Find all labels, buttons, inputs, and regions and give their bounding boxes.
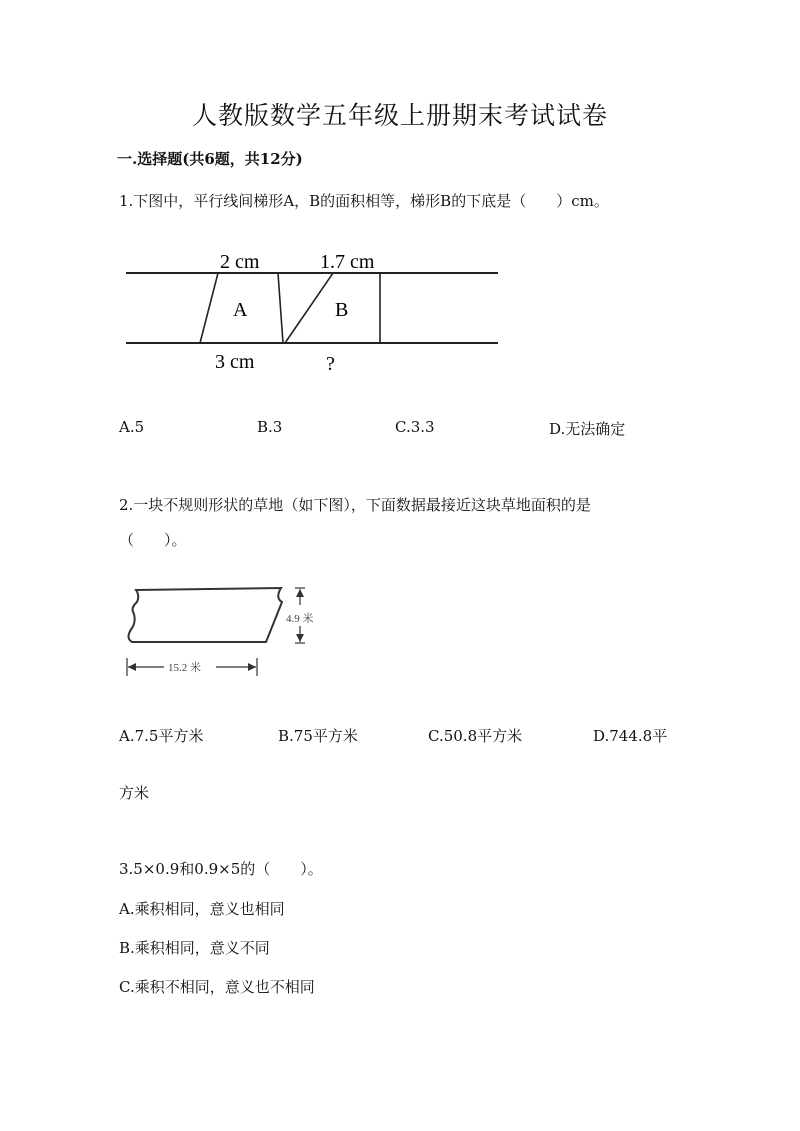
question-2-text-line2: （ ）。 bbox=[119, 531, 187, 549]
width-arrow-right bbox=[248, 663, 256, 671]
section-heading: 一.选择题(共6题，共12分) bbox=[117, 150, 303, 168]
q2-option-d-wrap: 方米 bbox=[119, 784, 150, 802]
q1-option-a[interactable]: A.5 bbox=[119, 418, 145, 436]
q1-option-d[interactable]: D.无法确定 bbox=[549, 420, 626, 438]
label-top-a: 2 cm bbox=[220, 251, 260, 273]
page-title: 人教版数学五年级上册期末考试试卷 bbox=[191, 101, 608, 130]
trapezoid-figure bbox=[120, 245, 505, 380]
width-arrow-left bbox=[128, 663, 136, 671]
q2-option-a[interactable]: A.7.5平方米 bbox=[119, 727, 204, 745]
width-label: 15.2 米 bbox=[168, 662, 201, 674]
label-a: A bbox=[233, 299, 248, 321]
height-arrow-down bbox=[296, 634, 304, 642]
label-bottom-a: 3 cm bbox=[215, 351, 255, 373]
question-1-text: 1.下图中，平行线间梯形A，B的面积相等，梯形B的下底是（ ）cm。 bbox=[119, 192, 609, 210]
q2-option-c[interactable]: C.50.8平方米 bbox=[428, 727, 523, 745]
height-label: 4.9 米 bbox=[286, 613, 314, 625]
label-b: B bbox=[335, 299, 349, 321]
q1-option-c[interactable]: C.3.3 bbox=[395, 418, 435, 436]
height-arrow-up bbox=[296, 589, 304, 597]
q3-option-c[interactable]: C.乘积不相同，意义也不相同 bbox=[119, 978, 315, 996]
label-top-b: 1.7 cm bbox=[320, 251, 375, 273]
q3-option-b[interactable]: B.乘积相同，意义不同 bbox=[119, 939, 270, 957]
q3-option-a[interactable]: A.乘积相同，意义也相同 bbox=[119, 900, 285, 918]
q2-option-d[interactable]: D.744.8平 bbox=[593, 727, 668, 745]
grassland-figure bbox=[120, 580, 335, 680]
q2-option-b[interactable]: B.75平方米 bbox=[278, 727, 358, 745]
question-2-text: 2.一块不规则形状的草地（如下图），下面数据最接近这块草地面积的是 bbox=[119, 496, 591, 514]
label-bottom-b: ? bbox=[326, 353, 335, 375]
q1-option-b[interactable]: B.3 bbox=[257, 418, 283, 436]
question-3-text: 3.5×0.9和0.9×5的（ ）。 bbox=[119, 860, 323, 878]
trapezoid-b bbox=[285, 273, 380, 343]
irregular-shape bbox=[129, 588, 283, 642]
